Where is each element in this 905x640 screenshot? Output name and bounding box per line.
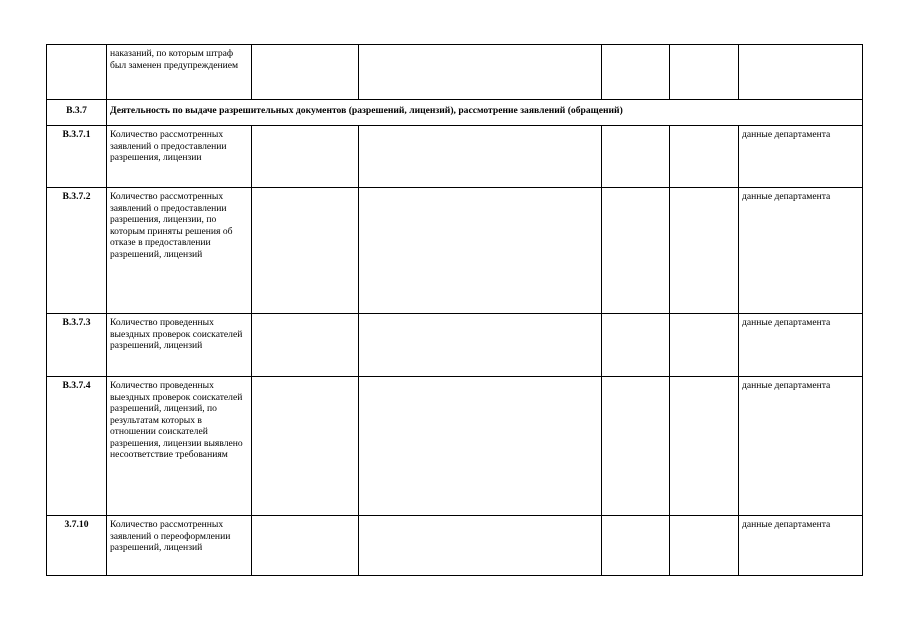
- table-row: [47, 377, 863, 516]
- row-description: наказаний, по которым штраф был заменен предупреждением: [107, 45, 252, 100]
- empty-cell: [602, 45, 670, 100]
- empty-cell: [602, 516, 670, 576]
- table-row: [47, 188, 863, 314]
- row-description: Количество проведенных выездных проверок соискателей разрешений, лицензий: [107, 314, 252, 377]
- empty-cell: [359, 516, 602, 576]
- row-code: 3.7.10: [47, 516, 107, 576]
- table-row-continuation: [47, 45, 863, 100]
- empty-cell: [670, 377, 739, 516]
- empty-cell: [670, 188, 739, 314]
- row-description: Количество рассмотренных заявлений о предоставлении разрешения, лицензии, по которым приняты решения об отказе в предоставлении разрешений, лицензий: [107, 188, 252, 314]
- empty-cell: [670, 45, 739, 100]
- row-description: Количество рассмотренных заявлений о предоставлении разрешения, лицензии: [107, 126, 252, 188]
- row-source: [739, 45, 863, 100]
- row-code: В.3.7.4: [47, 377, 107, 516]
- empty-cell: [359, 45, 602, 100]
- empty-cell: [252, 126, 359, 188]
- row-code: [47, 45, 107, 100]
- empty-cell: [252, 314, 359, 377]
- empty-cell: [359, 188, 602, 314]
- empty-cell: [359, 314, 602, 377]
- row-description: Количество проведенных выездных проверок соискателей разрешений, лицензий, по результатам которых в отношении соискателей разрешения, лицензии выявлено несоответствие требованиям: [107, 377, 252, 516]
- row-source: данные департамента: [739, 314, 863, 377]
- table-row: [47, 516, 863, 576]
- empty-cell: [359, 377, 602, 516]
- empty-cell: [359, 126, 602, 188]
- empty-cell: [252, 516, 359, 576]
- empty-cell: [670, 516, 739, 576]
- indicator-table: [46, 44, 863, 576]
- row-source: данные департамента: [739, 516, 863, 576]
- empty-cell: [252, 188, 359, 314]
- row-code: В.3.7.1: [47, 126, 107, 188]
- empty-cell: [252, 45, 359, 100]
- table-row: [47, 314, 863, 377]
- row-source: данные департамента: [739, 188, 863, 314]
- empty-cell: [252, 377, 359, 516]
- table-row: [47, 126, 863, 188]
- empty-cell: [602, 314, 670, 377]
- empty-cell: [670, 314, 739, 377]
- row-description: Количество рассмотренных заявлений о переоформлении разрешений, лицензий: [107, 516, 252, 576]
- section-title: Деятельность по выдаче разрешительных документов (разрешений, лицензий), рассмотрение заявлений (обращений): [107, 100, 863, 126]
- empty-cell: [602, 188, 670, 314]
- section-code: В.3.7: [47, 100, 107, 126]
- row-code: В.3.7.3: [47, 314, 107, 377]
- row-source: данные департамента: [739, 126, 863, 188]
- empty-cell: [670, 126, 739, 188]
- row-code: В.3.7.2: [47, 188, 107, 314]
- empty-cell: [602, 377, 670, 516]
- row-source: данные департамента: [739, 377, 863, 516]
- empty-cell: [602, 126, 670, 188]
- table-row-section: [47, 100, 863, 126]
